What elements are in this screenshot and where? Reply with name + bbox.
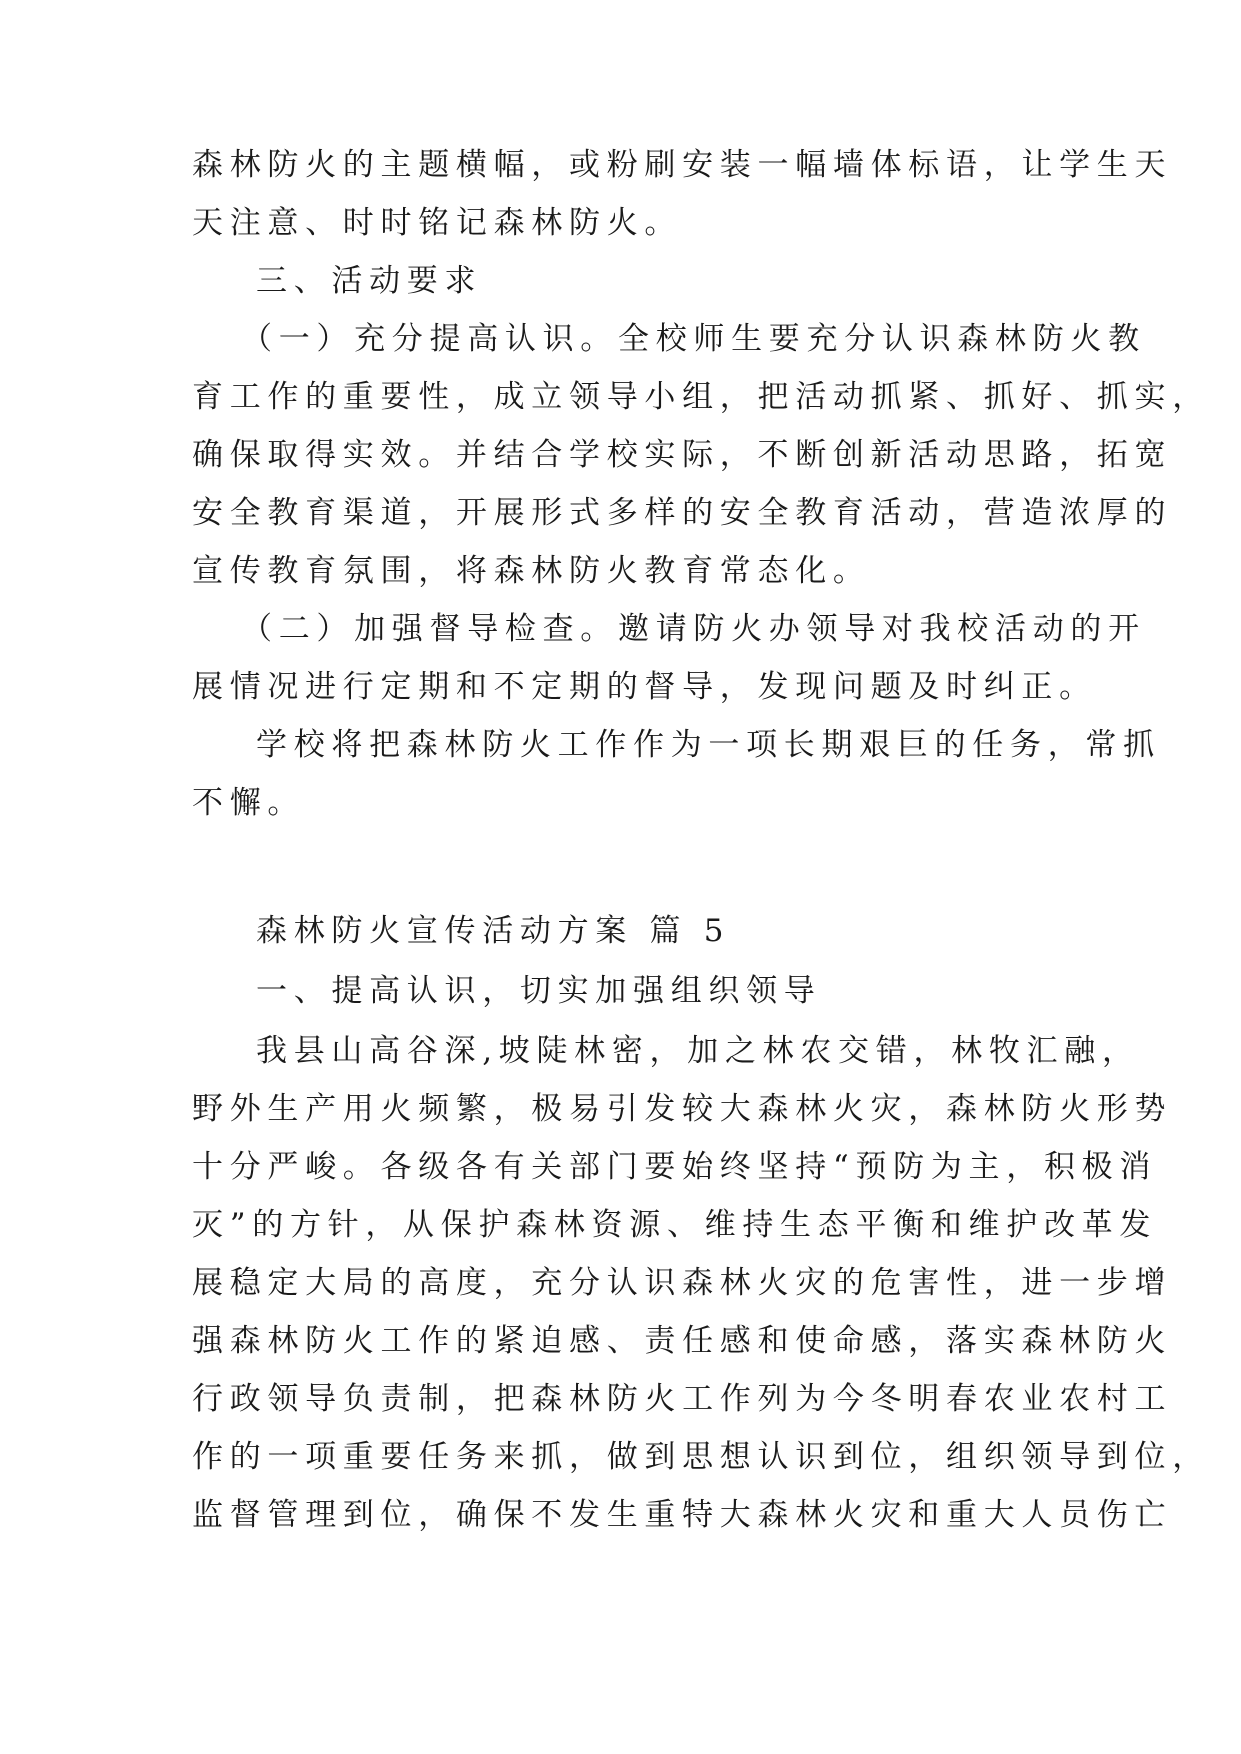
text-line: 监督管理到位，确保不发生重特大森林火灾和重大人员伤亡 [192,1497,1173,1533]
section-heading: 三、活动要求 [256,263,483,299]
text-line: 宣传教育氛围，将森林防火教育常态化。 [192,553,871,589]
article-title: 森林防火宣传活动方案 篇 5 [256,913,731,949]
text-line: 十分严峻。各级各有关部门要始终坚持“预防为主，积极消 [192,1149,1158,1185]
text-line: 展稳定大局的高度，充分认识森林火灾的危害性，进一步增 [192,1265,1173,1301]
section-heading: 一、提高认识，切实加强组织领导 [256,973,822,1009]
text-line: 森林防火的主题横幅，或粉刷安装一幅墙体标语，让学生天 [192,147,1173,183]
text-line: 野外生产用火频繁，极易引发较大森林火灾，森林防火形势 [192,1091,1173,1127]
text-line: 灭”的方针，从保护森林资源、维持生态平衡和维护改革发 [192,1207,1158,1243]
text-line: 展情况进行定期和不定期的督导，发现问题及时纠正。 [192,669,1097,705]
text-line: 行政领导负责制，把森林防火工作列为今冬明春农业农村工 [192,1381,1173,1417]
text-line: 育工作的重要性，成立领导小组，把活动抓紧、抓好、抓实， [192,379,1210,415]
text-line: 我县山高谷深,坡陡林密，加之林农交错，林牧汇融， [256,1033,1140,1069]
text-line: 学校将把森林防火工作作为一项长期艰巨的任务，常抓 [256,727,1161,763]
text-line: 安全教育渠道，开展形式多样的安全教育活动，营造浓厚的 [192,495,1173,531]
text-line: （二）加强督导检查。邀请防火办领导对我校活动的开 [241,611,1146,647]
text-line: 不懈。 [192,785,306,821]
text-line: 确保取得实效。并结合学校实际，不断创新活动思路，拓宽 [192,437,1173,473]
text-line: （一）充分提高认识。全校师生要充分认识森林防火教 [241,321,1146,357]
text-line: 强森林防火工作的紧迫感、责任感和使命感，落实森林防火 [192,1323,1173,1359]
text-line: 天注意、时时铭记森林防火。 [192,205,683,241]
text-line: 作的一项重要任务来抓，做到思想认识到位，组织领导到位， [192,1439,1210,1475]
